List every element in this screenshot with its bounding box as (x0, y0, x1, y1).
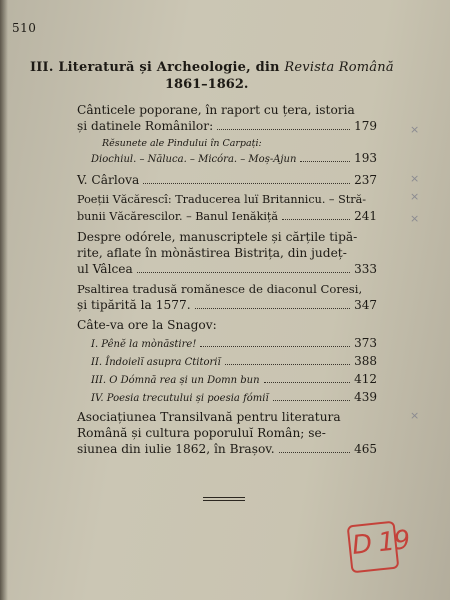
toc-entry (77, 172, 377, 188)
heading-journal: Revista Română (284, 60, 394, 75)
table-of-contents (77, 102, 377, 461)
toc-entry-line: Cânticele poporane, în raport cu țera, istoria (77, 103, 355, 117)
toc-page-number: 373 (354, 336, 377, 350)
toc-entry-line: Diochiul. – Năluca. – Micóra. – Moș-Ajun (91, 154, 297, 165)
dot-leader (225, 364, 350, 365)
library-stamp: D 19 (350, 525, 411, 561)
toc-entry-line: III. O Dómnă rea și un Domn bun (91, 375, 260, 386)
toc-entry (77, 192, 377, 225)
toc-entry-line: siunea din iulie 1862, în Brașov. (77, 442, 275, 456)
dot-leader (282, 219, 350, 220)
dot-leader (264, 382, 351, 383)
pencil-mark: × (410, 212, 420, 225)
toc-entry-line: rite, aflate în mònăstirea Bistrița, din județ- (77, 246, 347, 260)
page-number: 510 (12, 21, 37, 35)
toc-subentry (77, 391, 377, 405)
pencil-mark: × (410, 172, 420, 185)
toc-entry-line: Asociațiunea Transilvană pentru literatura (77, 410, 341, 424)
toc-entry-line: și tipărită la 1577. (77, 298, 191, 312)
section-divider (203, 500, 245, 501)
heading-text: Literatură și Archeologie, din (58, 60, 280, 75)
toc-page-number: 439 (354, 390, 377, 404)
toc-entry-line: IV. Poesia trecutului și poesia fómiĭ (91, 393, 269, 404)
dot-leader (279, 452, 351, 453)
dot-leader (137, 272, 350, 273)
dot-leader (273, 400, 350, 401)
toc-page-number: 193 (354, 151, 377, 165)
pencil-mark: × (410, 190, 420, 203)
toc-entry (77, 409, 377, 457)
toc-page-number: 237 (354, 173, 377, 187)
dot-leader (195, 308, 351, 309)
toc-page-number: 179 (354, 119, 377, 133)
page-gutter-shadow (0, 0, 8, 600)
toc-subentry (77, 373, 377, 387)
toc-page-number: 347 (354, 298, 377, 312)
toc-page-number: 388 (354, 354, 377, 368)
toc-page-number: 333 (354, 262, 377, 276)
toc-entry (77, 229, 377, 277)
heading-years: 1861–1862. (165, 77, 249, 92)
toc-entry (77, 281, 377, 313)
heading-numeral: III. (30, 60, 54, 75)
section-divider (203, 497, 245, 498)
toc-entry-line: Poeții Văcărescî: Traducerea luï Britannicu. – Stră- (77, 193, 367, 206)
toc-entry-line: bunii Văcărescilor. – Banul Ienăkiță (77, 210, 279, 223)
toc-entry-line: și datinele Românilor: (77, 119, 214, 133)
toc-entry-line: Despre odórele, manuscriptele și cărțile tipă- (77, 230, 358, 244)
toc-entry-line: Câte-va ore la Snagov: (77, 318, 217, 332)
toc-entry (77, 317, 377, 333)
dot-leader (217, 129, 350, 130)
toc-entry (77, 138, 377, 168)
toc-subtitle: Rĕsunete ale Pindului în Carpați: (102, 138, 262, 149)
toc-entry-line: ul Vâlcea (77, 262, 133, 276)
toc-entry-line: I. Pênĕ la mònăstire! (91, 339, 197, 350)
toc-entry-line: Psaltirea tradusă romănesce de diaconul Coresi, (77, 282, 363, 296)
toc-page-number: 241 (354, 209, 377, 223)
toc-page-number: 465 (354, 442, 377, 456)
toc-entry (77, 102, 377, 134)
dot-leader (200, 346, 350, 347)
toc-page-number: 412 (354, 372, 377, 386)
dot-leader (300, 161, 350, 162)
toc-subentry (77, 337, 377, 351)
toc-entry-line: II. Îndoielĭ asupra Ctitoriĭ (91, 357, 221, 368)
toc-entry-line: Română și cultura poporuluĭ Român; se- (77, 426, 326, 440)
toc-subentry (77, 355, 377, 369)
pencil-mark: × (410, 123, 420, 136)
dot-leader (143, 183, 350, 184)
toc-entry-line: V. Cârlova (77, 173, 140, 187)
pencil-mark: × (410, 409, 420, 422)
section-heading (30, 60, 410, 92)
